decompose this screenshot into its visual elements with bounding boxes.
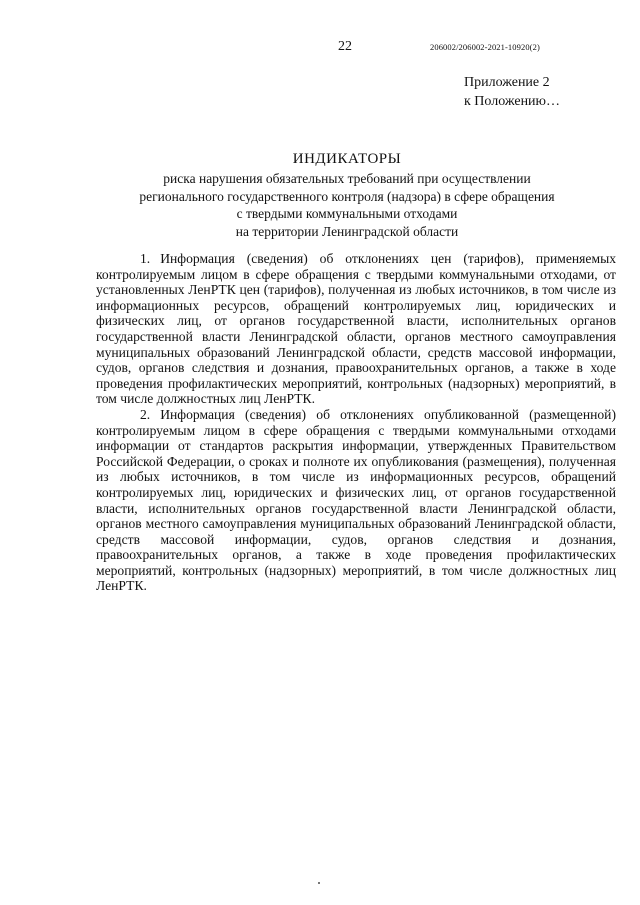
appendix-line: Приложение 2 [464, 75, 550, 90]
heading-subtitle-line: на территории Ленинградской области [235, 223, 459, 239]
paragraph-1 [96, 251, 616, 407]
paragraph-text: Информация (сведения) об отклонениях опубликованной (размещенной) контролируемым лицом в сфере обращения с твердыми коммунальными отходами информации от стандартов раскрытия информации, утвержденных Правительством Российской Федерации, о сроках и полноте их опубликования (размещения), полученная из любых источников, в том числе из информационных ресурсов, обращений контролируемых лиц, юридических и физических лиц, от органов государственной власти, исполнительных органов государственной власти Ленинградской области, органов местного самоуправления муниципальных образований Ленинградской области, средств массовой информации, судов, органов следствия и дознания, правоохранительных органов, а также в ходе проведения профилактических мероприятий, контрольных (надзорных) мероприятий, в том числе должностных лиц ЛенРТК. [96, 406, 616, 594]
appendix-reference [464, 73, 560, 111]
document-code: 206002/206002-2021-10920(2) [430, 42, 540, 52]
document-body [96, 251, 616, 594]
heading-subtitle-line: риска нарушения обязательных требований при осуществлении [163, 171, 531, 186]
paragraph-number: 2. [140, 406, 151, 422]
page-number: 22 [338, 39, 352, 54]
paragraph-text: Информация (сведения) об отклонениях цен (тарифов), применяемых контролируемым лицом в сфере обращения с твердыми коммунальными отходами, от установленных ЛенРТК цен (тарифов), полученная из любых источников, в том числе из информационных ресурсов, обращений контролируемых лиц, юридических и физических лиц, от органов государственной власти, исполнительных органов государственной власти Ленинградской области, органов местного самоуправления муниципальных образований Ленинградской области, средств массовой информации, судов, органов следствия и дознания, правоохранительных органов, а также в ходе проведения профилактических мероприятий, контрольных (надзорных) мероприятий, в том числе должностных лиц ЛенРТК. [96, 251, 616, 407]
paragraph-2 [96, 407, 616, 594]
appendix-line: к Положению… [464, 94, 561, 109]
document-heading [82, 149, 612, 240]
heading-subtitle-line: регионального государственного контроля (надзора) в сфере обращения [139, 188, 555, 204]
heading-title: ИНДИКАТОРЫ [292, 151, 402, 167]
paragraph-number: 1. [140, 251, 151, 266]
scan-mark [318, 882, 320, 884]
heading-subtitle-line: с твердыми коммунальными отходами [236, 206, 458, 221]
